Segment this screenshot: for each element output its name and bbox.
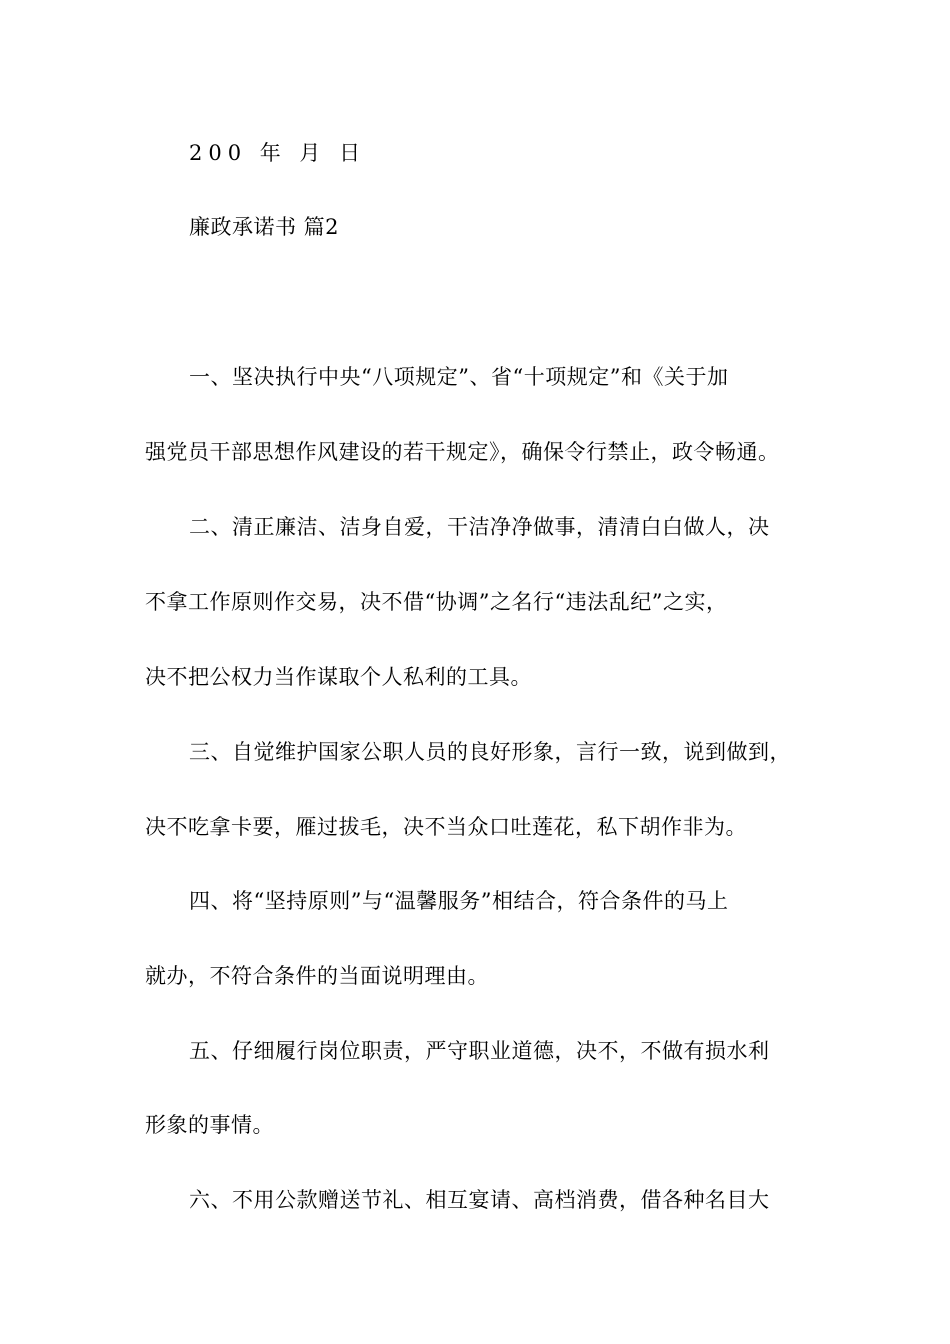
paragraph-line: 三、自觉维护国家公职人员的良好形象，言行一致，说到做到， — [189, 740, 791, 764]
paragraph-line: 一、坚决执行中央“八项规定”、省“十项规定”和《关于加 — [189, 365, 729, 389]
paragraph-line: 决不吃拿卡要，雁过拔毛，决不当众口吐莲花，私下胡作非为。 — [145, 815, 747, 839]
paragraph-line: 就办，不符合条件的当面说明理由。 — [145, 964, 489, 988]
date-line: 200 年 月 日 — [189, 141, 367, 165]
paragraph-line: 强党员干部思想作风建设的若干规定》，确保令行禁止，政令畅通。 — [145, 440, 780, 464]
paragraph-line: 四、将“坚持原则”与“温馨服务”相结合，符合条件的马上 — [189, 889, 729, 913]
paragraph-line: 不拿工作原则作交易，决不借“协调”之名行“违法乱纪”之实， — [145, 590, 728, 614]
paragraph-line: 形象的事情。 — [145, 1113, 274, 1137]
section-title: 廉政承诺书 篇2 — [189, 215, 340, 239]
paragraph-line: 决不把公权力当作谋取个人私利的工具。 — [145, 665, 532, 689]
paragraph-line: 五、仔细履行岗位职责，严守职业道德，决不，不做有损水利 — [189, 1039, 770, 1063]
paragraph-line: 二、清正廉洁、洁身自爱，干洁净净做事，清清白白做人，决 — [189, 515, 770, 539]
paragraph-line: 六、不用公款赠送节礼、相互宴请、高档消费，借各种名目大 — [189, 1188, 770, 1212]
